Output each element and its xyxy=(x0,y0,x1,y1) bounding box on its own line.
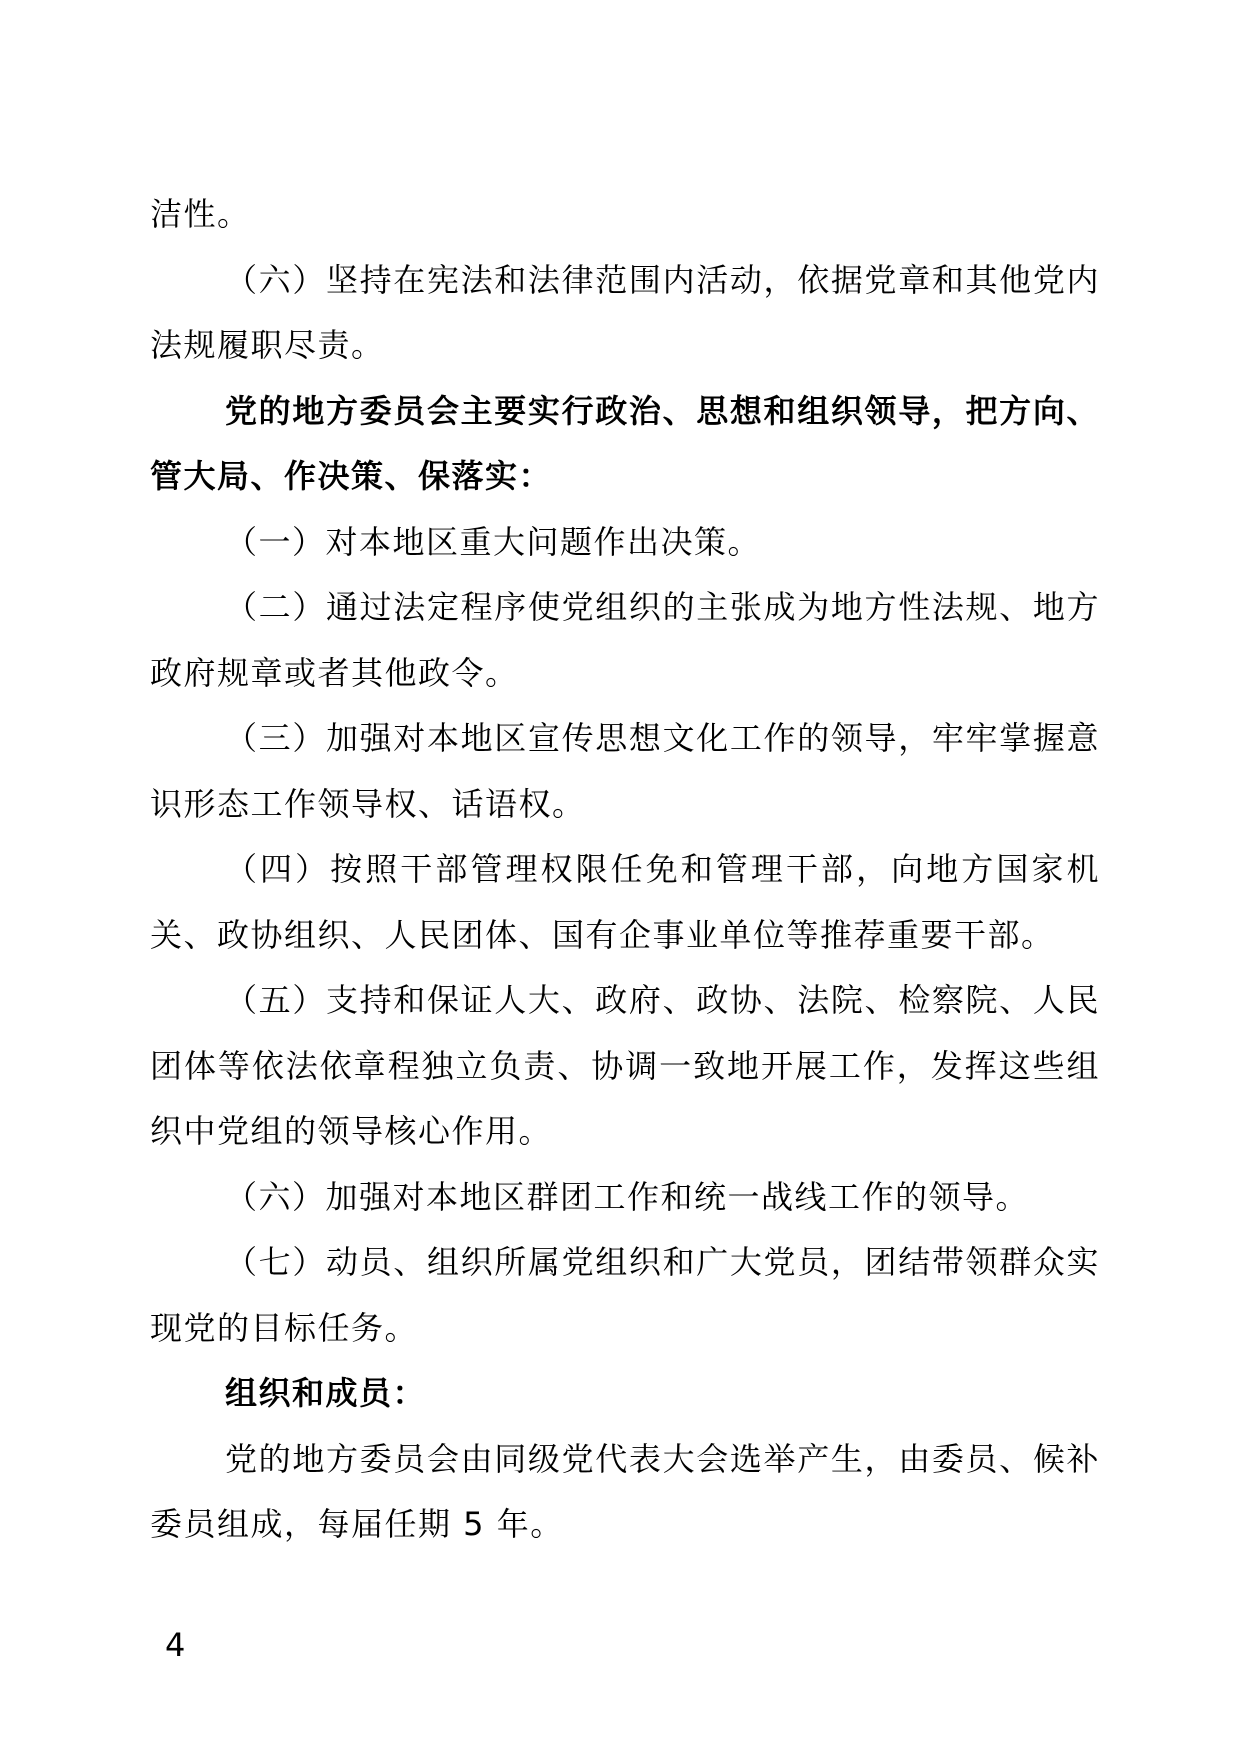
paragraph-continuation: 洁性。 xyxy=(150,195,251,233)
paragraph-item-2: （二）通过法定程序使党组织的主张成为地方性法规、地方政府规章或者其他政令。 xyxy=(150,588,1100,692)
page-number: 4 xyxy=(165,1626,186,1664)
paragraph-item-5: （五）支持和保证人大、政府、政协、法院、检察院、人民团体等依法依章程独立负责、协调一致地开展工作，发挥这些组织中党组的领导核心作用。 xyxy=(150,981,1100,1150)
section-heading-organization: 组织和成员： xyxy=(225,1374,427,1412)
paragraph-item-7: （七）动员、组织所属党组织和广大党员，团结带领群众实现党的目标任务。 xyxy=(150,1243,1100,1347)
section-heading-leadership: 党的地方委员会主要实行政治、思想和组织领导，把方向、管大局、作决策、保落实： xyxy=(150,391,1100,495)
paragraph-item-3: （三）加强对本地区宣传思想文化工作的领导，牢牢掌握意识形态工作领导权、话语权。 xyxy=(150,719,1100,823)
paragraph-item-4: （四）按照干部管理权限任免和管理干部，向地方国家机关、政协组织、人民团体、国有企事业单位等推荐重要干部。 xyxy=(150,850,1100,954)
paragraph-organization: 党的地方委员会由同级党代表大会选举产生，由委员、候补委员组成，每届任期 5 年。 xyxy=(150,1439,1100,1543)
paragraph-item-1: （一）对本地区重大问题作出决策。 xyxy=(225,522,762,561)
paragraph-item-6: （六）加强对本地区群团工作和统一战线工作的领导。 xyxy=(225,1177,1030,1216)
document-body xyxy=(150,182,1100,1558)
paragraph-item-6-law: （六）坚持在宪法和法律范围内活动，依据党章和其他党内法规履职尽责。 xyxy=(150,260,1100,364)
